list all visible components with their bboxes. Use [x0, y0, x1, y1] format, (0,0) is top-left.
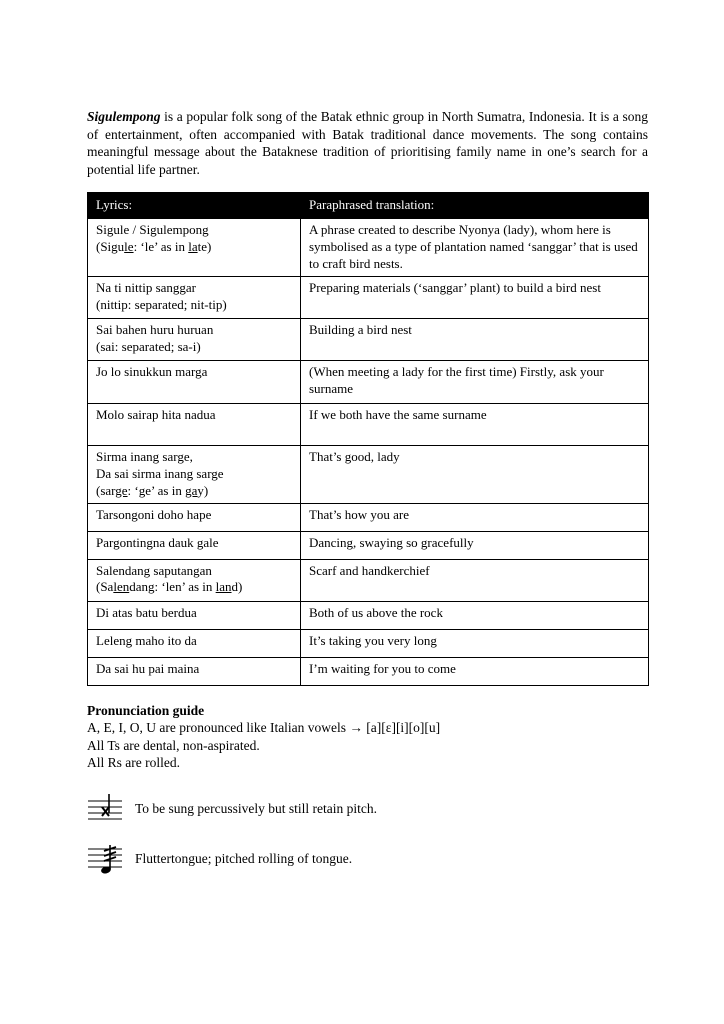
lyrics-line: Sirma inang sarge, [96, 448, 193, 464]
table-row [88, 318, 649, 360]
pronunciation-line: A, E, I, O, U are pronounced like Italian vowels → [a][ɛ][i][o][u] [87, 720, 441, 736]
fluttertongue-note-icon [87, 842, 123, 876]
table-row [88, 601, 649, 629]
translation-cell: It’s taking you very long [301, 629, 649, 657]
lyrics-line: Di atas batu berdua [96, 604, 197, 620]
lyrics-line: Pargontingna dauk gale [96, 534, 219, 550]
translation-cell: If we both have the same surname [301, 403, 649, 445]
translation-cell: Preparing materials (‘sanggar’ plant) to build a bird nest [301, 276, 649, 318]
table-row [88, 503, 649, 531]
table-row [88, 219, 649, 277]
pronunciation-line: All Rs are rolled. [87, 755, 180, 771]
table-row [88, 531, 649, 559]
document-content [87, 108, 648, 892]
intro-paragraph [87, 108, 648, 178]
lyrics-line: (Salendang: ‘len’ as in land) [96, 579, 243, 595]
translation-cell: That’s how you are [301, 503, 649, 531]
lyrics-line: Sigule / Sigulempong [96, 222, 209, 238]
translation-cell: (When meeting a lady for the first time) Firstly, ask your surname [301, 360, 649, 403]
table-row [88, 276, 649, 318]
lyrics-cell [88, 360, 301, 403]
table-row [88, 360, 649, 403]
lyrics-line: Jo lo sinukkun marga [96, 363, 208, 379]
lyrics-line: Na ti nittip sanggar [96, 279, 197, 295]
translation-cell: Both of us above the rock [301, 601, 649, 629]
table-row [88, 629, 649, 657]
lyrics-line: (sarge: ‘ge’ as in gay) [96, 482, 209, 498]
notation-caption: To be sung percussively but still retain pitch. [135, 800, 378, 816]
table-row [88, 559, 649, 601]
lyrics-line: (sai: separated; sa-i) [96, 338, 201, 354]
table-row [88, 445, 649, 503]
pronunciation-section [87, 702, 648, 772]
notation-list [87, 792, 648, 876]
notation-row [87, 842, 648, 876]
lyrics-cell [88, 531, 301, 559]
lyrics-cell [88, 657, 301, 685]
lyrics-column-header: Lyrics: [88, 193, 301, 219]
lyrics-cell [88, 601, 301, 629]
intro-text: is a popular folk song of the Batak ethnic group in North Sumatra, Indonesia. It is a song of entertainment, often accompanied with Batak traditional dance movements. The song contains meaningful message about the Bataknese tradition of prioritising family name in one’s search for a potential life partner. [87, 109, 648, 177]
translation-cell: Scarf and handkerchief [301, 559, 649, 601]
translation-cell: That’s good, lady [301, 445, 649, 503]
translation-cell: A phrase created to describe Nyonya (lady), whom here is symbolised as a type of plantation named ‘sanggar’ that is used to craft bird nests. [301, 219, 649, 277]
lyrics-cell [88, 318, 301, 360]
pronunciation-line: All Ts are dental, non-aspirated. [87, 737, 260, 753]
lyrics-table-body [88, 219, 649, 685]
lyrics-line: Salendang saputangan [96, 562, 212, 578]
lyrics-line: Sai bahen huru huruan [96, 321, 214, 337]
lyrics-line: Da sai hu pai maina [96, 660, 200, 676]
lyrics-cell [88, 445, 301, 503]
translation-cell: Dancing, swaying so gracefully [301, 531, 649, 559]
lyrics-line: (nittip: separated; nit-tip) [96, 296, 227, 312]
lyrics-cell [88, 629, 301, 657]
lyrics-table-header [88, 193, 649, 219]
lyrics-line: Da sai sirma inang sarge [96, 465, 224, 481]
song-title: Sigulempong [87, 109, 161, 124]
lyrics-line: Molo sairap hita nadua [96, 406, 216, 422]
translation-cell: Building a bird nest [301, 318, 649, 360]
translation-cell: I’m waiting for you to come [301, 657, 649, 685]
pronunciation-heading: Pronunciation guide [87, 702, 205, 718]
table-header-row [88, 193, 649, 219]
table-row [88, 657, 649, 685]
lyrics-line: Tarsongoni doho hape [96, 506, 212, 522]
table-row [88, 403, 649, 445]
notation-caption: Fluttertongue; pitched rolling of tongue. [135, 850, 353, 866]
notation-row [87, 792, 648, 826]
lyrics-cell [88, 403, 301, 445]
lyrics-line: (Sigule: ‘le’ as in late) [96, 239, 212, 255]
translation-column-header: Paraphrased translation: [301, 193, 649, 219]
lyrics-line: Leleng maho ito da [96, 632, 197, 648]
lyrics-cell [88, 503, 301, 531]
lyrics-cell [88, 219, 301, 277]
lyrics-cell [88, 276, 301, 318]
percussive-note-icon [87, 792, 123, 826]
lyrics-table [87, 192, 649, 685]
lyrics-cell [88, 559, 301, 601]
